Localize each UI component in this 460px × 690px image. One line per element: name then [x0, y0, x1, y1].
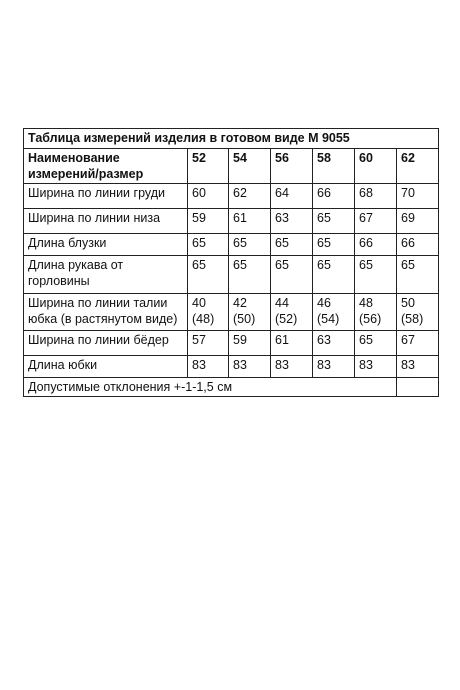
- value-line: 65: [359, 258, 373, 272]
- value-line: 62: [233, 186, 247, 200]
- value-line: 40: [192, 296, 206, 310]
- value-cell: [397, 234, 439, 256]
- row-label-line: горловины: [28, 274, 90, 288]
- table-row: [24, 209, 439, 234]
- value-cell: [188, 294, 229, 331]
- value-cell: [229, 209, 271, 234]
- value-line: 44: [275, 296, 289, 310]
- measurement-sheet: [23, 128, 438, 397]
- value-line: 60: [192, 186, 206, 200]
- note-row: [24, 378, 439, 397]
- value-line: 66: [359, 236, 373, 250]
- value-line: 83: [401, 358, 415, 372]
- value-line: 65: [359, 333, 373, 347]
- value-cell: [229, 331, 271, 356]
- value-cell: [271, 294, 313, 331]
- value-cell: [313, 331, 355, 356]
- value-line: 65: [233, 258, 247, 272]
- value-line: (54): [317, 312, 340, 326]
- value-cell: [229, 256, 271, 294]
- value-cell: [313, 234, 355, 256]
- header-size-60: 60: [355, 149, 397, 184]
- value-line: 48: [359, 296, 373, 310]
- table-row: [24, 356, 439, 378]
- value-cell: [355, 356, 397, 378]
- value-line: 57: [192, 333, 206, 347]
- value-cell: [355, 294, 397, 331]
- row-label: [24, 209, 188, 234]
- value-cell: [188, 331, 229, 356]
- row-label-line: Длина блузки: [28, 236, 107, 250]
- row-label: [24, 294, 188, 331]
- value-line: 65: [192, 236, 206, 250]
- header-label-line2: измерений/размер: [28, 167, 144, 181]
- header-size-54: 54: [229, 149, 271, 184]
- row-label: [24, 234, 188, 256]
- value-line: (56): [359, 312, 382, 326]
- value-line: (52): [275, 312, 298, 326]
- value-line: 65: [275, 236, 289, 250]
- value-line: 66: [401, 236, 415, 250]
- table-row: [24, 184, 439, 209]
- value-line: 59: [233, 333, 247, 347]
- value-line: 61: [233, 211, 247, 225]
- row-label-line: Ширина по линии бёдер: [28, 333, 169, 347]
- table-header-row: [24, 149, 439, 184]
- value-cell: [313, 356, 355, 378]
- row-label-line: Ширина по линии низа: [28, 211, 161, 225]
- value-line: 70: [401, 186, 415, 200]
- value-cell: [397, 256, 439, 294]
- value-cell: [397, 331, 439, 356]
- table-row: [24, 331, 439, 356]
- value-line: 46: [317, 296, 331, 310]
- value-cell: [355, 256, 397, 294]
- value-cell: [313, 184, 355, 209]
- row-label-line: Ширина по линии талии: [28, 296, 168, 310]
- value-cell: [271, 356, 313, 378]
- row-label: [24, 184, 188, 209]
- value-cell: [229, 184, 271, 209]
- value-cell: [313, 256, 355, 294]
- value-line: 67: [359, 211, 373, 225]
- value-cell: [188, 184, 229, 209]
- value-line: 65: [317, 211, 331, 225]
- row-label-line: юбка (в растянутом виде): [28, 312, 178, 326]
- row-label: [24, 331, 188, 356]
- value-cell: [271, 234, 313, 256]
- value-line: 61: [275, 333, 289, 347]
- value-line: (48): [192, 312, 215, 326]
- value-line: 83: [275, 358, 289, 372]
- value-cell: [271, 209, 313, 234]
- value-cell: [188, 234, 229, 256]
- header-size-52: 52: [188, 149, 229, 184]
- value-line: 83: [359, 358, 373, 372]
- value-cell: [355, 331, 397, 356]
- row-label: [24, 256, 188, 294]
- header-size-62: 62: [397, 149, 439, 184]
- row-label-line: Длина рукава от: [28, 258, 124, 272]
- value-cell: [355, 209, 397, 234]
- value-line: 66: [317, 186, 331, 200]
- table-title: Таблица измерений изделия в готовом виде М 9055: [24, 129, 439, 149]
- value-cell: [397, 356, 439, 378]
- value-line: 65: [233, 236, 247, 250]
- value-line: 83: [317, 358, 331, 372]
- value-cell: [355, 184, 397, 209]
- table-row: [24, 234, 439, 256]
- value-cell: [271, 331, 313, 356]
- value-cell: [397, 294, 439, 331]
- value-line: 68: [359, 186, 373, 200]
- value-line: (50): [233, 312, 256, 326]
- value-line: 83: [192, 358, 206, 372]
- value-cell: [229, 294, 271, 331]
- value-cell: [229, 356, 271, 378]
- value-cell: [313, 209, 355, 234]
- tolerance-note: Допустимые отклонения +-1-1,5 см: [24, 378, 397, 397]
- value-line: 63: [275, 211, 289, 225]
- note-empty-cell: [397, 378, 439, 397]
- value-cell: [397, 184, 439, 209]
- value-line: 69: [401, 211, 415, 225]
- table-row: [24, 256, 439, 294]
- value-line: 65: [317, 258, 331, 272]
- value-line: 64: [275, 186, 289, 200]
- value-line: 67: [401, 333, 415, 347]
- value-cell: [355, 234, 397, 256]
- header-size-56: 56: [271, 149, 313, 184]
- value-line: 63: [317, 333, 331, 347]
- value-line: 50: [401, 296, 415, 310]
- value-cell: [271, 184, 313, 209]
- row-label-line: Длина юбки: [28, 358, 98, 372]
- row-label-line: Ширина по линии груди: [28, 186, 165, 200]
- value-cell: [313, 294, 355, 331]
- value-line: 65: [317, 236, 331, 250]
- value-cell: [397, 209, 439, 234]
- value-line: 83: [233, 358, 247, 372]
- header-size-58: 58: [313, 149, 355, 184]
- table-title-row: [24, 129, 439, 149]
- value-cell: [271, 256, 313, 294]
- value-line: (58): [401, 312, 424, 326]
- measurement-table: [23, 128, 439, 397]
- row-label: [24, 356, 188, 378]
- table-row: [24, 294, 439, 331]
- value-line: 65: [401, 258, 415, 272]
- value-line: 65: [192, 258, 206, 272]
- value-line: 59: [192, 211, 206, 225]
- header-label: [24, 149, 188, 184]
- value-cell: [188, 209, 229, 234]
- value-cell: [188, 256, 229, 294]
- value-line: 42: [233, 296, 247, 310]
- value-cell: [188, 356, 229, 378]
- value-line: 65: [275, 258, 289, 272]
- value-cell: [229, 234, 271, 256]
- header-label-line1: Наименование: [28, 151, 120, 165]
